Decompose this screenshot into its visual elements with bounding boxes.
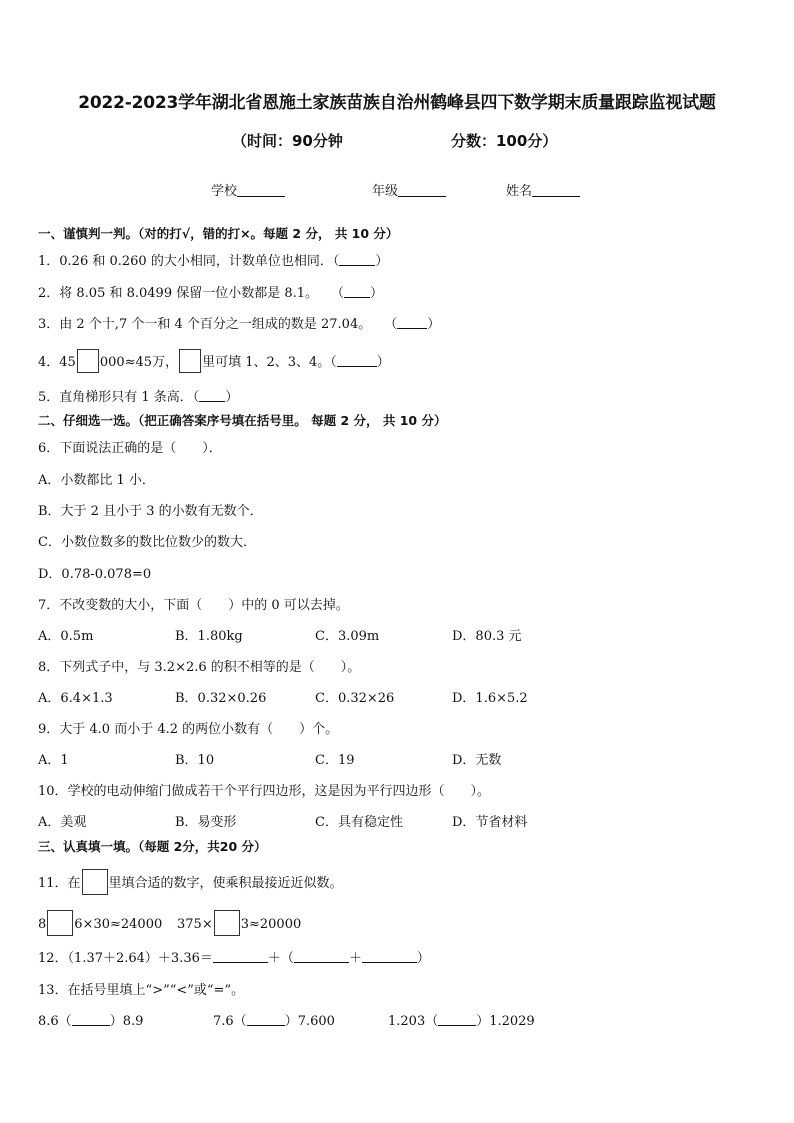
section-1-heading: 一、谨慎判一判。（对的打√，错的打×。每题 2 分， 共 10 分） [38,226,399,241]
option-6b: B．大于 2 且小于 3 的小数有无数个． [38,504,263,519]
name-blank [532,184,580,197]
digit-box [214,910,240,936]
answer-blank [247,1013,285,1026]
question-3: 3．由 2 个十,7 个一和 4 个百分之一组成的数是 27.04。 （ ） [38,317,441,332]
answer-blank [344,285,370,298]
school-label: 学校 [211,184,238,199]
digit-box [47,910,73,936]
question-6: 6．下面说法正确的是（ ）． [38,441,222,456]
option-7d: D．80.3 元 [452,629,522,644]
question-7: 7．不改变数的大小，下面（ ）中的 0 可以去掉。 [38,598,349,613]
question-13: 13．在括号里填上“>”“<”或“=”。 [38,983,245,998]
option-6c: C．小数位数多的数比位数少的数大． [38,535,256,550]
option-9c: C．19 [315,753,355,768]
option-8d: D．1.6×5.2 [452,691,528,706]
question-8: 8．下列式子中，与 3.2×2.6 的积不相等的是（ ）。 [38,660,361,675]
option-7b: B．1.80kg [175,629,243,644]
question-11-expr-2: 375× 3≈20000 [177,910,301,936]
option-8a: A．6.4×1.3 [38,691,113,706]
answer-blank [199,389,225,402]
option-10c: C．具有稳定性 [315,815,403,830]
question-1: 1．0.26 和 0.260 的大小相同，计数单位也相同．（ ） [38,254,389,269]
school-field [211,180,285,199]
option-7a: A．0.5m [38,629,94,644]
question-12: 12．（1.37＋2.64）＋3.36＝ ＋（ ＋ ） [38,951,430,966]
question-13-compare-3: 1.203（ ）1.2029 [388,1014,535,1029]
option-9a: A．1 [38,753,69,768]
grade-field [372,180,446,199]
section-3-heading: 三、认真填一填。（每题 2分，共20 分） [38,839,267,854]
question-4: 4．45 000≈45万， 里可填 1、2、3、4。（ ） [38,349,390,373]
question-9: 9．大于 4.0 而小于 4.2 的两位小数有（ ）个。 [38,722,339,737]
digit-box [179,349,201,373]
exam-time: （时间：90分钟 [232,132,343,150]
name-field [506,180,580,199]
school-blank [237,184,285,197]
option-10d: D．节省材料 [452,815,528,830]
question-11: 11．在 里填合适的数字，使乘积最接近近似数。 [38,869,343,895]
exam-score: 分数：100分） [451,132,558,150]
answer-blank [72,1013,110,1026]
option-7c: C．3.09m [315,629,380,644]
digit-box [77,349,99,373]
exam-title: 2022-2023学年湖北省恩施土家族苗族自治州鹤峰县四下数学期末质量跟踪监视试题 [78,93,716,113]
answer-blank [213,950,268,963]
question-10: 10．学校的电动伸缩门做成若干个平行四边形，这是因为平行四边形（ ）。 [38,784,491,799]
option-9d: D．无数 [452,753,502,768]
question-5: 5．直角梯形只有 1 条高．（ ） [38,390,239,405]
option-6d: D．0.78-0.078=0 [38,567,152,582]
option-8c: C．0.32×26 [315,691,395,706]
answer-blank [397,316,427,329]
digit-box [82,869,108,895]
question-11-expr-1: 8 6×30≈24000 [38,910,162,936]
grade-label: 年级 [372,184,399,199]
option-10b: B．易变形 [175,815,237,830]
answer-blank [438,1013,476,1026]
answer-blank [294,950,349,963]
section-2-heading: 二、仔细选一选。（把正确答案序号填在括号里。 每题 2 分， 共 10 分） [38,413,447,428]
answer-blank [339,253,375,266]
answer-blank [362,950,417,963]
question-13-compare-2: 7.6（ ）7.600 [213,1014,335,1029]
option-10a: A．美观 [38,815,87,830]
question-2: 2．将 8.05 和 8.0499 保留一位小数都是 8.1。 （ ） [38,286,384,301]
question-13-compare-1: 8.6（ ）8.9 [38,1014,144,1029]
answer-blank [337,354,377,367]
option-8b: B．0.32×0.26 [175,691,267,706]
name-label: 姓名 [506,184,533,199]
option-9b: B．10 [175,753,215,768]
option-6a: A．小数都比 1 小． [38,473,155,488]
grade-blank [398,184,446,197]
